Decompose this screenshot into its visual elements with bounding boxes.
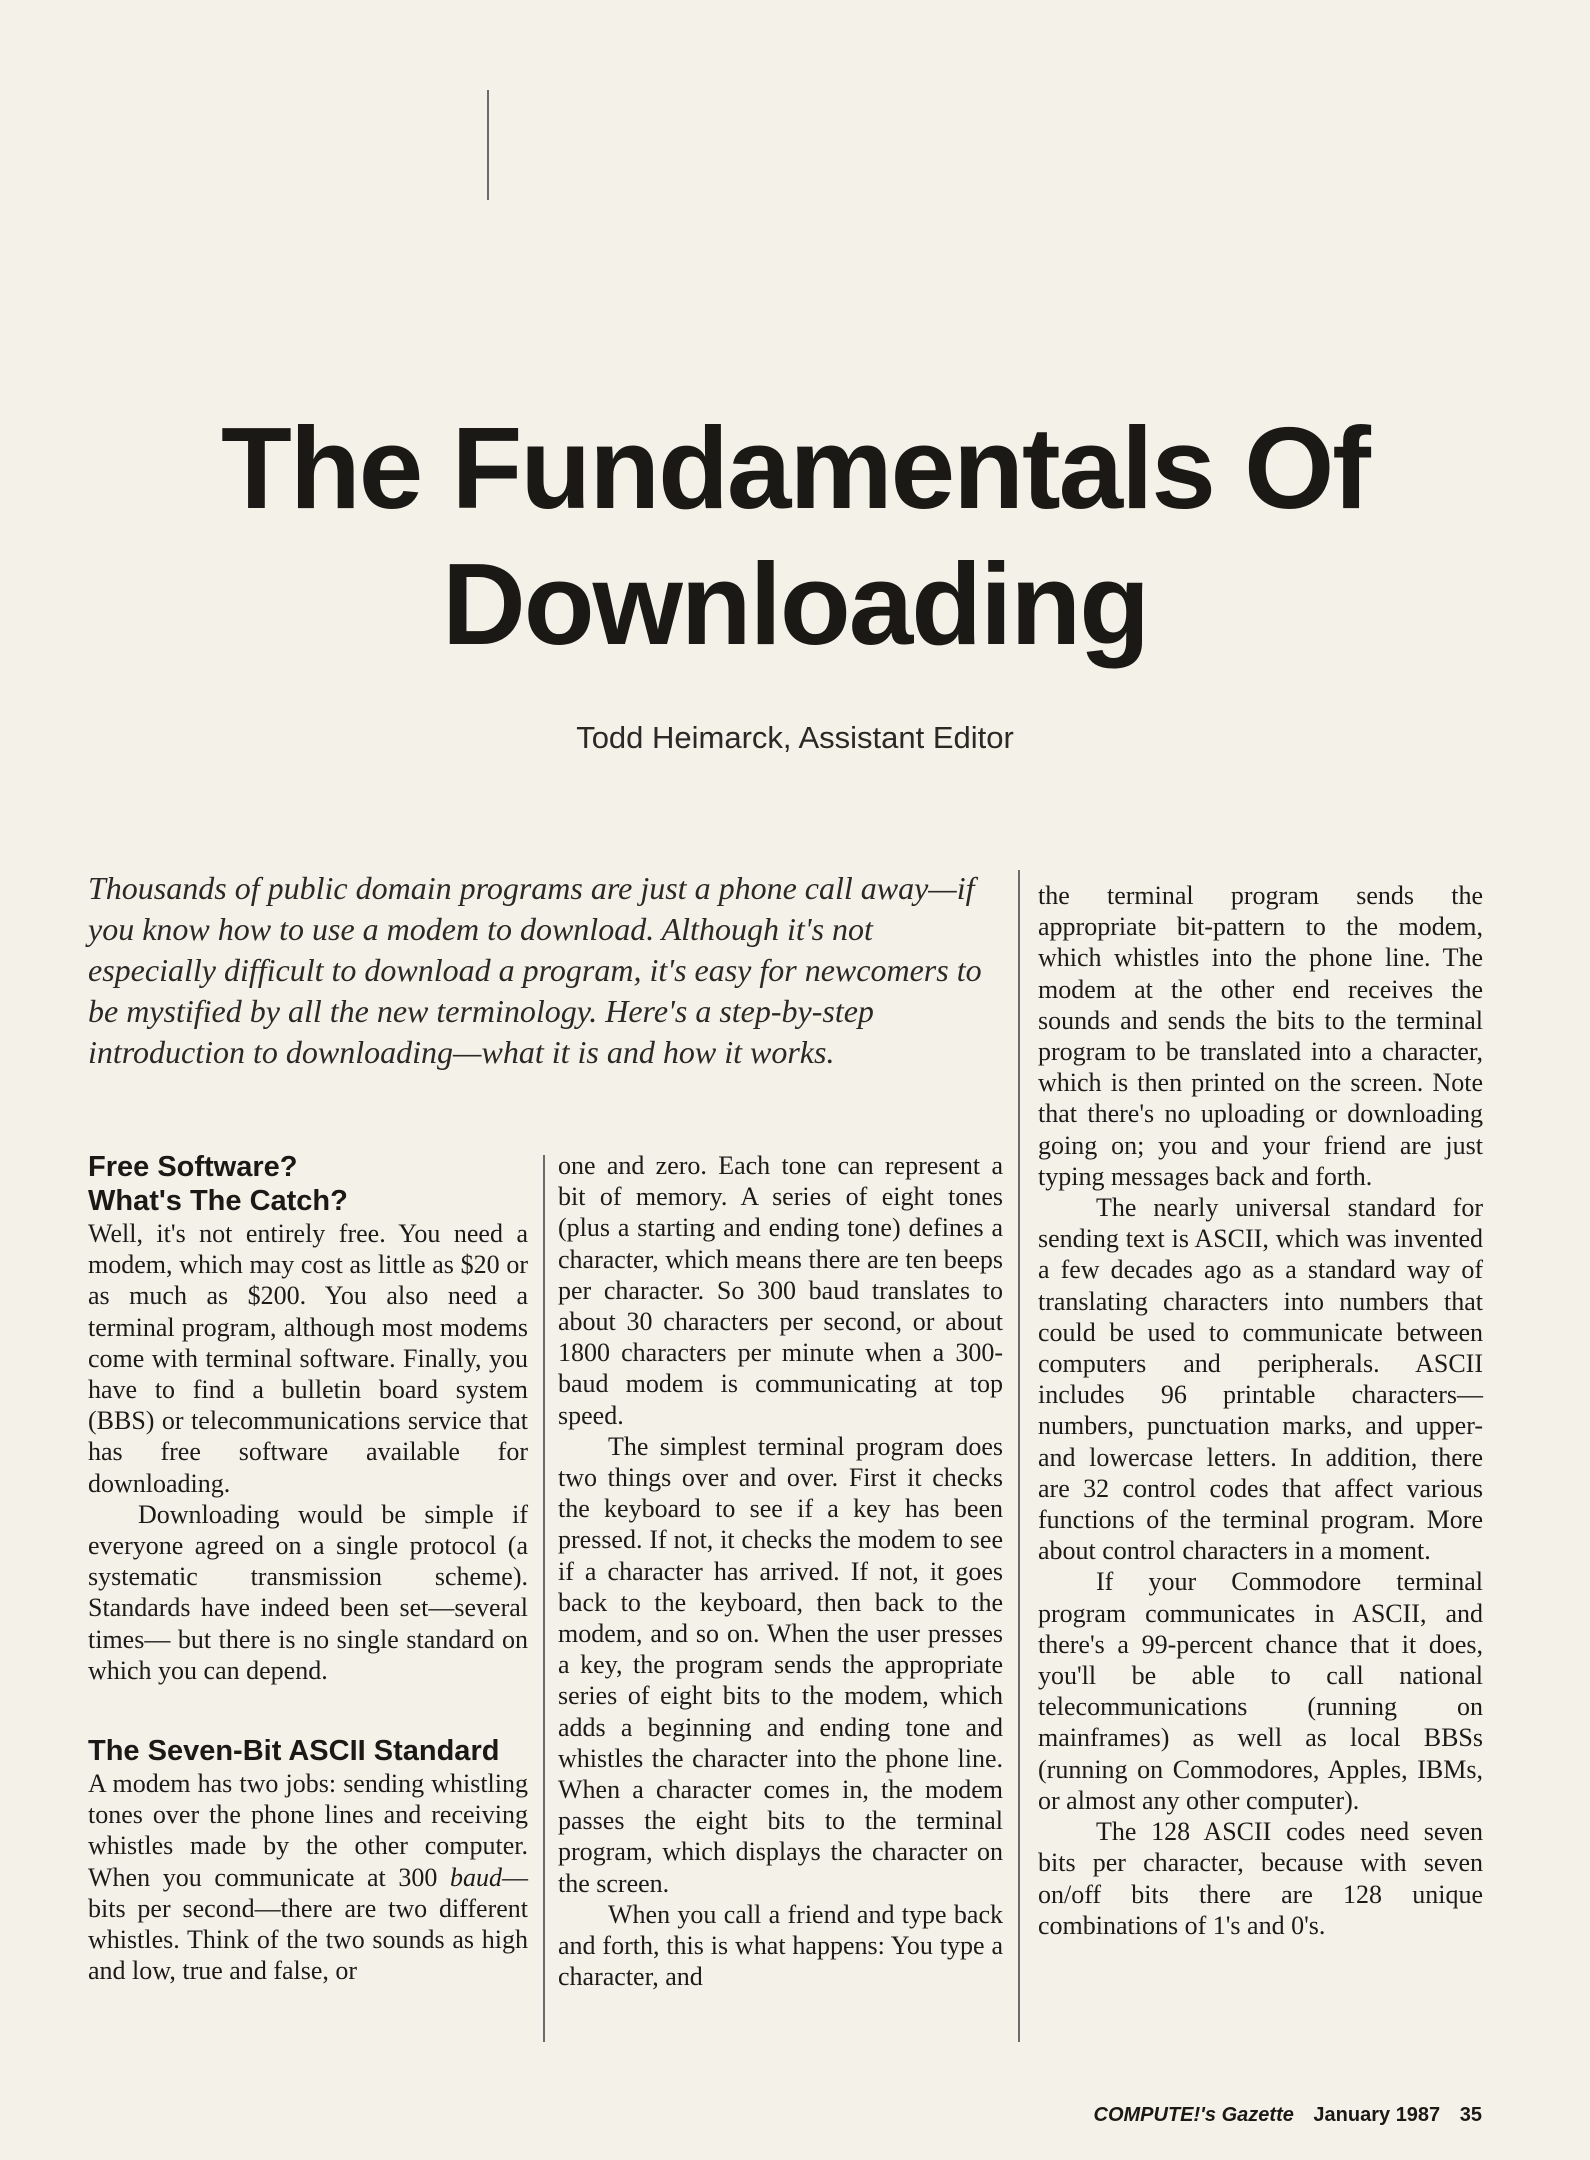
show-through-rule [487,90,489,200]
article-title [0,400,1590,672]
paragraph: The nearly universal standard for sending text is ASCII, which was invented a few decades ago as a standard way of translating characters into numbers that could be used to communicate between computers and peripherals. ASCII includes 96 printable characters—numbers, punctuation marks, and upper- and lowercase letters. In addition, there are 32 control codes that affect various functions of the terminal program. More about control characters in a moment. [1038,1193,1483,1566]
column-3 [1038,880,1483,1941]
section-heading-free-software [88,1150,528,1218]
title-line-1: The Fundamentals Of [221,403,1369,533]
page-number: 35 [1459,2104,1482,2126]
intro-deck: Thousands of public domain programs are just a phone call away—if you know how to use a modem to download. Although it's not especially difficult to download a program, it's easy for newcomers to be mystified by all the new terminology. Here's a step-by-step introduction to downloading—what it is and how it works. [88,870,982,1070]
emphasis-baud: baud [450,1862,502,1892]
publication-name: COMPUTE!'s Gazette [1093,2104,1294,2126]
paragraph-text: A modem has two jobs: sending whistling tones over the phone lines and receiving whistles made by the other computer. When you communicate at 300 [88,1769,528,1892]
byline: Todd Heimarck, Assistant Editor [576,720,1014,755]
paragraph: The 128 ASCII codes need seven bits per character, because with seven on/off bits there are 128 unique combinations of 1's and 0's. [1038,1817,1483,1940]
column-rule-2 [1018,870,1020,2042]
column-1 [88,1150,528,1986]
paragraph [88,1768,528,1986]
issue-date: January 1987 [1313,2104,1441,2126]
paragraph: the terminal program sends the appropriate bit-pattern to the modem, which whistles into the phone line. The modem at the other end receives the sounds and sends the bits to the terminal program to be translated into a character, which is then printed on the screen. Note that there's no uploading or downloading going on; you and your friend are just typing messages back and forth. [1038,881,1483,1191]
paragraph: The simplest terminal program does two things over and over. First it checks the keyboard to see if a key has been pressed. If not, it checks the modem to see if a character has arrived. If not, it goes back to the keyboard, then back to the modem, and so on. When the user presses a key, the program sends the appropriate series of eight bits to the modem, which adds a beginning and ending tone and whistles the character into the phone line. When a character comes in, the modem passes the eight bits to the terminal program, which displays the character on the screen. [558,1431,1003,1898]
column-2 [558,1150,1003,1992]
title-line-2: Downloading [441,539,1149,669]
paragraph: Well, it's not entirely free. You need a modem, which may cost as little as $20 or as much as $200. You also need a terminal program, although most modems come with terminal software. Finally, you have to find a bulletin board system (BBS) or telecommunications service that has free software available for downloading. [88,1219,528,1498]
paragraph-text: —bits per second—there are two different whistles. Think of the two sounds as high and low, true and false, or [88,1862,528,1986]
section-heading-ascii-standard: The Seven-Bit ASCII Standard [88,1735,500,1768]
paragraph: If your Commodore terminal program communicates in ASCII, and there's a 99-percent chance that it does, you'll be able to call national telecommunications (running on mainframes) as well as local BBSs (running on Commodores, Apples, IBMs, or almost any other computer). [1038,1567,1483,1815]
page-footer [1094,2104,1482,2127]
paragraph: When you call a friend and type back and forth, this is what happens: You type a character, and [558,1899,1003,1992]
column-rule-1 [543,1155,545,2042]
paragraph: one and zero. Each tone can represent a bit of memory. A series of eight tones (plus a starting and ending tone) defines a character, which means there are ten beeps per character. So 300 baud translates to about 30 characters per second, or about 1800 characters per minute when a 300-baud modem is communicating at top speed. [558,1151,1003,1430]
heading-line-2: What's The Catch? [88,1185,348,1217]
paragraph: Downloading would be simple if everyone agreed on a single protocol (a systematic transmission scheme). Standards have indeed been set—several times— but there is no single standard on which you can depend. [88,1499,528,1685]
heading-line-1: Free Software? [88,1151,298,1183]
